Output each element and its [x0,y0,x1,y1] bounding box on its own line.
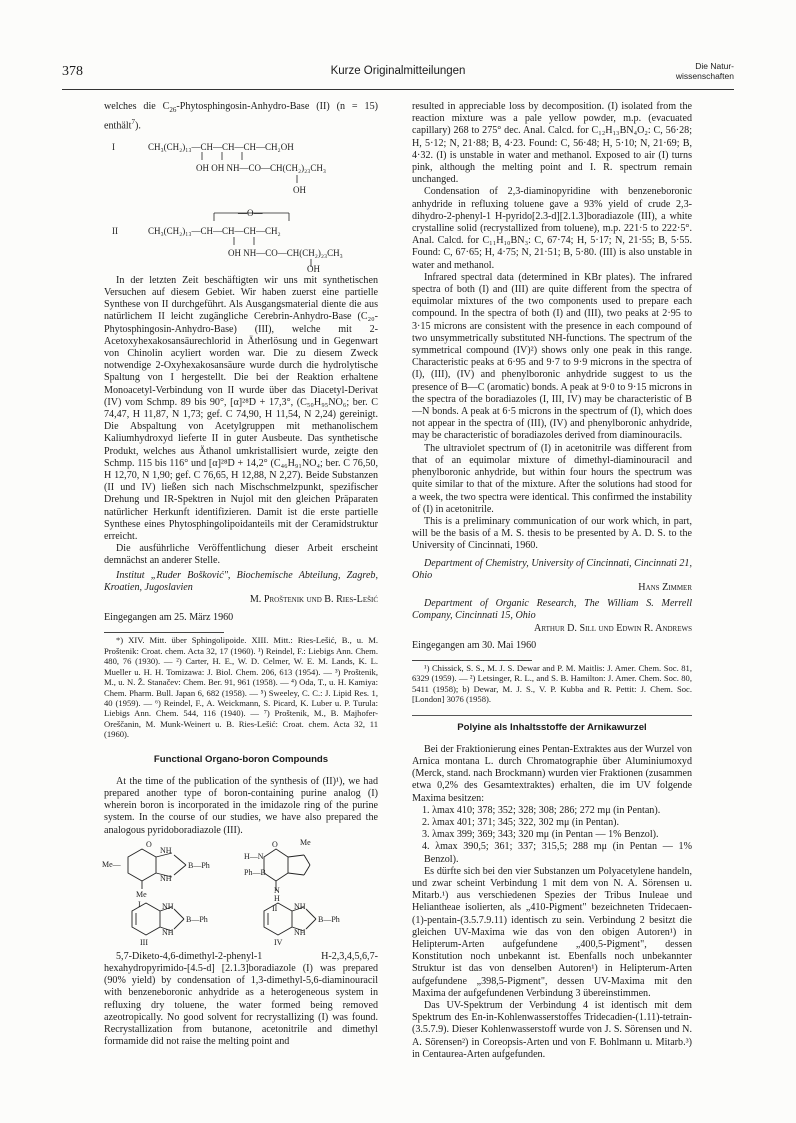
struct-label-hn: H—N [244,851,264,861]
struct-label-nh: NH [160,873,172,883]
paragraph: Infrared spectral data (determined in KBr plates). The infrared spectra of both (I) and (III) are quite different from the spectra of equimolar mixtures of the two components used to prepare each compound. In the spectra of both (I) and (III), two peaks at 2·95 to 3·15 microns are consistent with the presence in each compound of two unsymmetrically substituted NH-functions. The spectrum of the symmetrical compound (IV)²) shows only one peak in this range. Characteristic peaks at 6·95 and 9·7 to 9·9 microns in the spectra of (I), (III), (IV) and phenylboronic anhydride suggest to us the presence of B—C (aromatic) bonds. A peak at 9·0 to 9·15 microns in the spectra of the boradiazoles (I, III, IV) may be characteristic of B—N bonds. A peak at 6·5 microns in the spectrum of (I), which does not appear in the spectra of (III), (IV) and phenylboronic anhydride, may be characteristic of boradiazoles derived from diaminouracils. [412,271,692,442]
formula-ii-line1: CH₃(CH₂)₁₃—CH—CH—CH—CH₂ [148,225,281,236]
struct-label-nh: NH [294,901,306,911]
list-item: 2. λmax 401; 371; 345; 322, 302 mμ (in Pentan). [422,816,620,828]
running-title: Kurze Originalmitteilungen [330,65,466,77]
struct-label-ii: II [272,903,278,913]
section-title: Polyine als Inhaltsstoffe der Arnikawurzel [457,721,647,733]
struct-label-i: I [138,899,141,909]
left-column [104,101,378,1048]
struct-label-nh: NH [162,901,174,911]
paragraph: This is a preliminary communication of our work which, in part, will be the basis of a M. S. thesis to be presented by A. D. S. to the University of Cincinnati, 1960. [412,515,692,552]
page-number: 378 [62,64,83,79]
formula-block [104,135,378,275]
paragraph: Bei der Fraktionierung eines Pentan-Extraktes aus der Wurzel von Arnica montana L. durch Chromatographie über Aluminiumoxyd (Merck, stand. nach Brockmann) wurden vier Fraktionen (zusammen etwa 0,2% des Gesamtextraktes) erhalten, die im UV folgende Maxima besitzen: [412,743,692,804]
affiliation: Department of Organic Research, The William S. Merrell Company, Cincinnati 15, Ohio [412,598,692,622]
uv-maxima-list [412,805,692,866]
struct-label-nh: NH [160,845,172,855]
formula-ii-label: II [112,225,118,236]
struct-label-nh: NH [162,927,174,937]
paragraph: Die ausführliche Veröffentlichung dieser Arbeit erscheint demnächst an anderer Stelle. [104,543,378,567]
struct-label-me: Me [300,837,311,847]
struct-label-h: H [274,893,280,903]
list-item: 4. λmax 390,5; 361; 337; 315,5; 288 mμ (in Pentan — 1% Benzol). [422,841,692,865]
right-column [412,101,692,1061]
authors: M. Proštenik und B. Ries-Lešić [249,594,378,606]
struct-label-me: Me [136,889,147,899]
paragraph: resulted in appreciable loss by decomposition. (I) isolated from the reaction mixture was a pale yellow powder, m.p. (evacuated capillary) 268 to 275° dec. Anal. Calcd. for C₁₂H₁₃BN₄O₂: C, 56·28; H, 5·12; N, 21·88; B, 4·23. Found: C, 56·48; H, 5·10; N, 21·69; B, 4·32. (I) is unstable in water and methanol. Exposed to air (I) turns pink, although the melting point and I. R. spectrum remain unchanged. [412,101,692,186]
intro-text: welches die $C_{26}-Phytosphingosin-Anhydro$-Base (II) (n = 15) enthält$^7$). [104,101,378,132]
struct-label-n: N [274,885,280,895]
list-item: 1. λmax 410; 378; 352; 328; 308; 286; 272 mμ (in Pentan). [422,804,661,816]
paragraph: Es dürfte sich bei den vier Substanzen um Polyacetylene handeln, und zwar scheint Verbindung 1 mit dem von N. A. Sörensen u. Mitarb.¹) aus verschiedenen Spezies der Tribus Inuleae und Heliantheae isolierten, als „410-Pigment" bezeichneten Tridecaen-(1)-pentain-(3.5.7.9.11) identisch zu sein. Verbindung 2 besitzt die gleichen UV-Maxima wie das von den obigen Autoren¹) in Helipterum-Arten aufgefundene „400,5-Pigment", dessen Konstitution noch unbekannt ist. Ebenfalls noch unbekannter Struktur ist das von denselben Autoren¹) in Helipterum-Arten aufgefundene „398,5-Pigment", dessen UV-Maxima mit den Maxima der aufgefundenen Verbindung 3 übereinstimmen. [412,865,692,999]
formula-i-line2: OH OH NH—CO—CH(CH₂)₂₃CH₃ [196,162,327,173]
footnote-rule [104,632,224,633]
author: Hans Zimmer [638,581,692,593]
struct-label-b-ph: B—Ph [186,914,208,924]
formula-i-line1: CH₃(CH₂)₁₃—CH—CH—CH—CH₂OH [148,141,294,152]
affiliation: Institut „Ruder Bošković", Biochemische Abteilung, Zagreb, Kroatien, Jugoslavien [104,569,378,593]
struct-label-me: Me— [102,859,121,869]
header-rule [62,89,734,90]
list-item: 3. λmax 399; 369; 343; 320 mμ (in Pentan — 1% Benzol). [422,829,659,841]
footnotes: *) XIV. Mitt. über Sphingolipoide. XIII. Mitt.: Ries-Lešić, B., u. M. Proštenik: Croat. chem. Acta 32, 17 (1960). ¹) Reindel, F.: Liebigs Ann. Chem. 480, 76 (1930). — ²) Carter, H. E., W. D. Celmer, W. E. M. Lands, K. L. Mueller u. H. H. Tomizawa: J. Biol. Chem. 206, 613 (1954). — ³) Proštenik, M., u. N. Ž. Stanačev: Chem. Ber. 91, 961 (1958). — ⁴) Oda, T., u. H. Kamiya: Chem. Pharm. Bull. Japan 6, 682 (1958). — ⁵) Sweeley, C. C.: J. Lipid Res. 1, 40 (1959). — ⁶) Reindel, F., A. Weickmann, S. Picard, K. Luber u. P. Turula: Liebigs Ann. Chem. 544, 116 (1940). — ⁷) Proštenik, M., B. Majhofer-Oreščanin, M. Munk-Weinert u. B. Ries-Lešić: Croat. chem. Acta 32, 11 (1960). [104,635,378,740]
formula-ii-line3: OH [307,263,320,274]
struct-label-nh: NH [294,927,306,937]
journal-name: Die Natur- wissenschaften [675,61,734,81]
paragraph: At the time of the publication of the synthesis of (II)¹), we had prepared another type of boron-containing purine analog (I) wherein boron is incorporated in the imidazole ring of the purine system. In the course of our studies, we have also prepared the analogous pyridoboradiazole (III). [104,775,378,836]
struct-label-o: O [272,839,278,849]
formula-ii-line2: OH NH—CO—CH(CH₂)₂₃CH₃ [228,247,343,258]
affiliation: Department of Chemistry, University of Cincinnati, Cincinnati 21, Ohio [412,557,692,581]
formula-i-label: I [112,141,115,152]
struct-label-o: O [146,839,152,849]
paragraph: Condensation of 2,3-diaminopyridine with benzeneboronic anhydride in refluxing toluene gave a 93% yield of crude 2,3-dihydro-2-phenyl-1 H-pyrido[2.3-d][2.1.3]boradiazole (III), a white crystalline solid (recrystallized from toluene), m.p. 221·5 to 222·5°. Anal. Calcd. for C₁₁H₁₀BN₃: C, 67·74; H, 5·17; N, 21·55; B, 5·55. Found: C, 67·65; H, 4·75; N, 21·51; B, 5·80. (III) is also unstable in water and methanol. [412,186,692,271]
footnotes: ¹) Chissick, S. S., M. J. S. Dewar and P. M. Maitlis: J. Amer. Chem. Soc. 81, 6329 (1959). — ²) Letsinger, R. L., and S. B. Hamilton: J. Amer. Chem. Soc. 80, 5411 (1958); b) Dewar, M. J. S., V. P. Kubba and R. Pettit: J. Chem. Soc. [London] 3076 (1958). [412,662,692,705]
formula-i-line3: OH [293,184,306,195]
received-date: Eingegangen am 30. Mai 1960 [412,639,537,651]
footnote-rule [412,660,532,661]
structures-figure [102,837,378,947]
authors: Arthur D. Sill und Edwin R. Andrews [534,622,692,634]
struct-label-b-ph: B—Ph [318,914,340,924]
struct-label-iii: III [140,937,148,947]
section-separator [412,715,692,716]
struct-label-ph-b: Ph—B [244,867,266,877]
paragraph: 5,7-Diketo-4,6-dimethyl-2-phenyl-1 H-2,3,4,5,6,7-hexahydropyrimido-[4.5-d] [2.1.3]boradiazole (I) was prepared (90% yield) by condensation of 1,3-dimethyl-5,6-diaminouracil with benzeneboronic anhydride as a heterogeneous system in refluxing dry toluene, the water formed being removed azeotropically. No good solvent for recrystallizing (I) was found. Recrystallization from butanone, acetonitrile and dimethyl formamide did not raise the melting point and [104,950,378,1048]
page-header [62,61,734,86]
struct-label-iv: IV [274,937,283,947]
section-title: Functional Organo-boron Compounds [153,753,329,765]
struct-label-b-ph: B—Ph [188,860,210,870]
paragraph: The ultraviolet spectrum of (I) in acetonitrile was different from that of an equimolar mixture of dimethyl-diaminouracil and phenylboronic anhydride, but within four hours the spectrum was quite similar to that of the mixture. After the solutions had stood for a week, the two spectra were identical. This confirmed the instability of (I) in acetonitrile. [412,442,692,515]
paragraph: In der letzten Zeit beschäftigten wir uns mit synthetischen Versuchen auf diesem Gebiet. Wir haben zuerst eine partielle Synthese von II durchgeführt. Als Ausgangsmaterial diente die aus natürlichem II leicht zugängliche Cerebrin-Anhydro-Base (C₂₀-Phytosphingosin-Anhydro-Base) (III), welche mit 2-Acetoxyhexakosansäurechlorid in Ätherlösung und in Gegenwart von Chinolin acyliert worden war. Die zu diesem Zweck notwendige 2-Oxyhexakosansäure wurde durch die hydrolytische Spaltung von I hergestellt. Die bei der Reaktion erhaltene Monoacetyl-Verbindung von II wurde über das Diacetyl-Derivat (IV) vom Schmp. 89 bis 90°, [α]²⁸D + 17,3°, (C₅₀H₉₅NO₆; ber. C 74,47, H 11,87, N 1,73; gef. C 74,90, H 11,54, N 2,24) gereinigt. Die Abspaltung von Acetylgruppen mit methanolischem Kaliumhydroxyd lieferte II in guter Ausbeute. Das synthetische Produkt, welches aus Äthanol umkristallisiert wurde, zeigte den Schmp. 115 bis 116° und [α]²⁸D + 14,2° (C₄₆H₉₁NO₄; ber. C 76,50, H 12,70, N 1,90; gef. C 76,65, H 12,88, N 2,27). Beide Substanzen (II und IV) ließen sich nach Mischschmelzpunkt, spezifischer Drehung und IR-Spektren in Nujol mit den gleichen Präparaten natürlicher Herkunft identifizieren. Damit ist die erste partielle Synthese eines Phytosphingolipoidanteils mit der Ceramidstruktur erreicht. [104,274,378,543]
formula-ii-line0: —O— [238,207,263,218]
paragraph: Das UV-Spektrum der Verbindung 4 ist identisch mit dem Spektrum des En-in-Kohlenwasserstoffes Tridecadien-(1.11)-tetrain-(3.5.7.9). Dieser Kohlenwasserstoff wurde von J. S. Sörensen und N. A. Sörensen²) in Coreopsis-Arten und von F. Bohlmann u. Mitarb.³) in Centaurea-Arten aufgefunden. [412,1000,692,1060]
received-date: Eingegangen am 25. März 1960 [104,612,234,624]
